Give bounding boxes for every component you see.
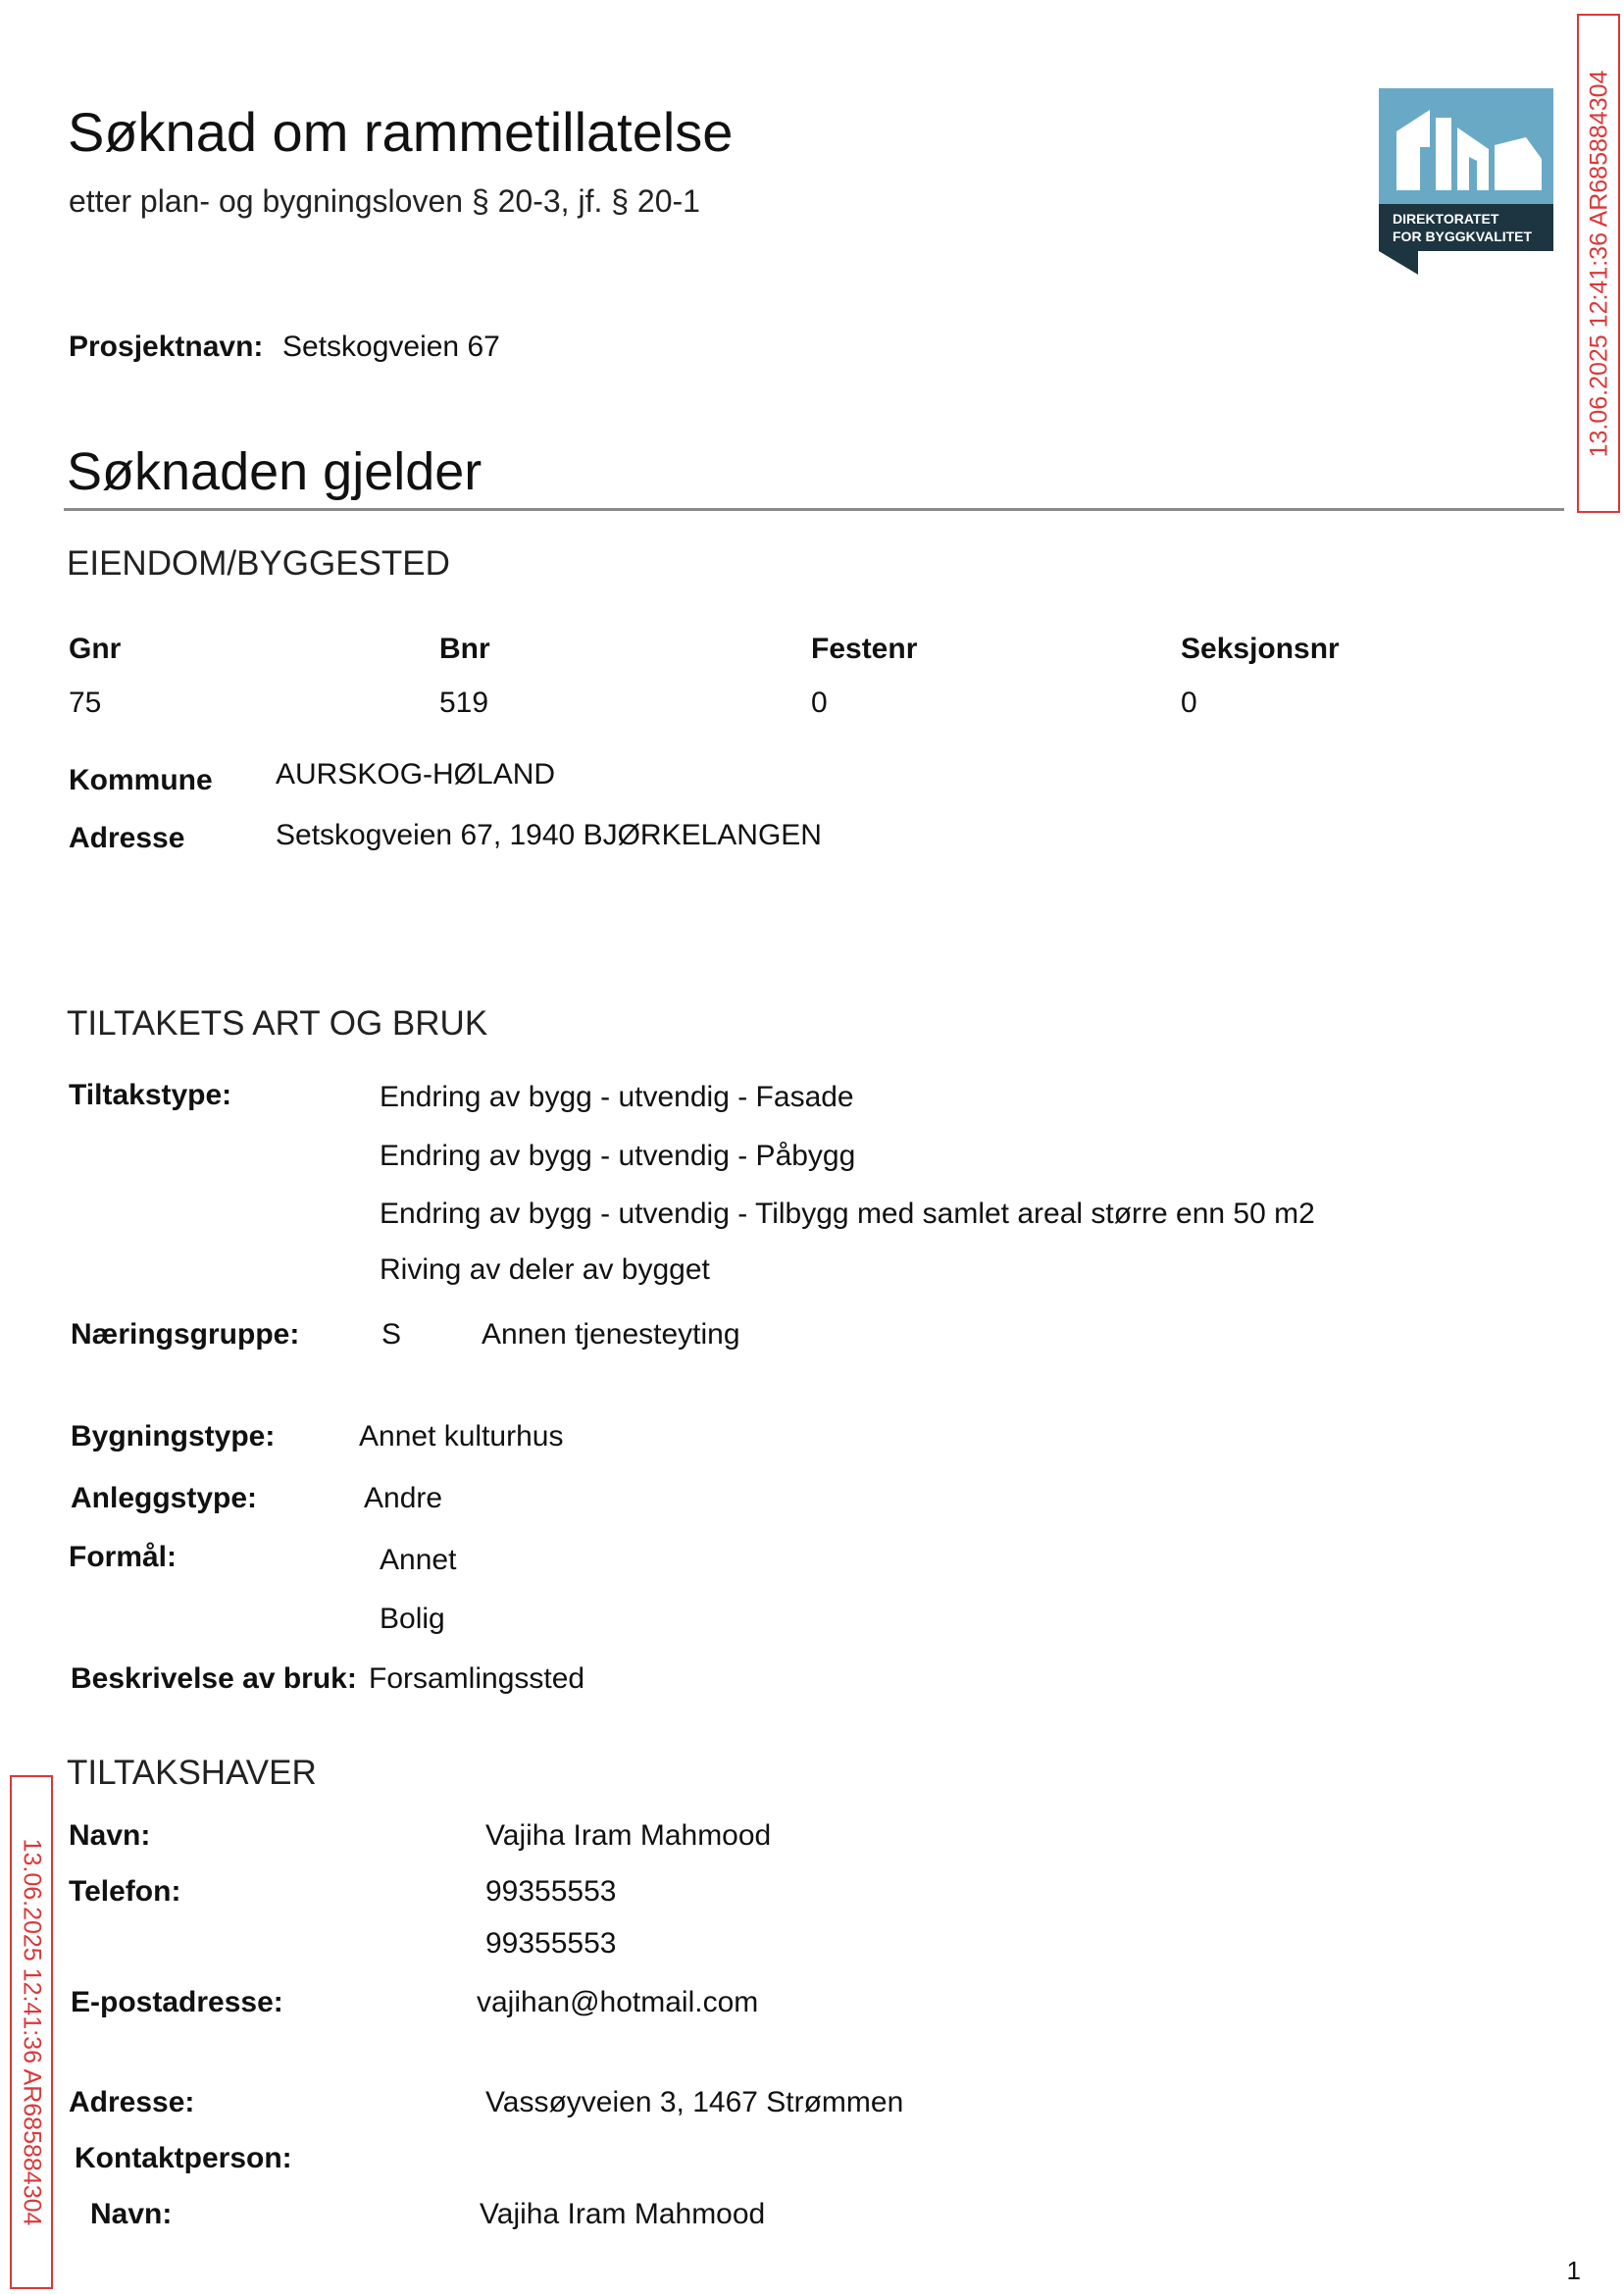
- adresse-label: Adresse: [69, 822, 185, 854]
- dibk-logo: [1379, 88, 1553, 275]
- building-logo-icon: [1379, 88, 1553, 275]
- bygningstype-value: Annet kulturhus: [359, 1420, 564, 1453]
- stamp-text: 13.06.2025 12:41:36 AR685884304: [1585, 70, 1612, 457]
- bygningstype-label: Bygningstype:: [71, 1420, 276, 1453]
- document-title: Søknad om rammetillatelse: [68, 101, 734, 163]
- navn-value: Vajiha Iram Mahmood: [485, 1819, 772, 1852]
- page-number: 1: [1566, 2256, 1581, 2285]
- tiltakstype-value: Endring av bygg - utvendig - Påbygg: [380, 1140, 856, 1172]
- tiltakstype-value: Endring av bygg - utvendig - Fasade: [380, 1081, 854, 1113]
- anleggstype-label: Anleggstype:: [71, 1482, 258, 1514]
- formaal-value: Annet: [380, 1544, 457, 1576]
- telefon-value: 99355553: [485, 1875, 617, 1908]
- naeringsgruppe-label: Næringsgruppe:: [71, 1318, 300, 1351]
- document-subtitle: etter plan- og bygningsloven § 20-3, jf. § 20-1: [69, 183, 700, 219]
- epost-label: E-postadresse:: [71, 1986, 283, 2018]
- kommune-value: AURSKOG-HØLAND: [276, 758, 556, 790]
- kontakt-navn-label: Navn:: [90, 2198, 173, 2230]
- kontaktperson-label: Kontaktperson:: [75, 2142, 292, 2174]
- seksjonsnr-label: Seksjonsnr: [1181, 633, 1340, 665]
- bruk-label: Beskrivelse av bruk:: [71, 1662, 357, 1695]
- timestamp-stamp-top: [1577, 14, 1620, 513]
- naeringsgruppe-code: S: [381, 1318, 402, 1351]
- naeringsgruppe-value: Annen tjenesteyting: [482, 1318, 740, 1351]
- gnr-value: 75: [69, 687, 102, 719]
- bruk-value: Forsamlingssted: [369, 1662, 585, 1695]
- bnr-label: Bnr: [439, 633, 490, 665]
- tiltakstype-value: Endring av bygg - utvendig - Tilbygg med samlet areal større enn 50 m2: [380, 1198, 1315, 1230]
- kommune-label: Kommune: [69, 764, 213, 796]
- property-heading: EIENDOM/BYGGESTED: [67, 544, 450, 583]
- timestamp-stamp-bottom: [10, 1775, 53, 2289]
- festenr-label: Festenr: [811, 633, 918, 665]
- seksjonsnr-value: 0: [1181, 687, 1197, 719]
- gnr-label: Gnr: [69, 633, 122, 665]
- formaal-label: Formål:: [69, 1541, 178, 1573]
- logo-text-line1: DIREKTORATET: [1393, 211, 1499, 227]
- telefon-value: 99355553: [485, 1927, 617, 1960]
- tiltak-heading: TILTAKETS ART OG BRUK: [67, 1004, 488, 1043]
- anleggstype-value: Andre: [364, 1482, 443, 1514]
- section-divider: [64, 508, 1564, 511]
- telefon-label: Telefon:: [69, 1875, 181, 1908]
- navn-label: Navn:: [69, 1819, 151, 1852]
- logo-text-line2: FOR BYGGKVALITET: [1393, 229, 1533, 244]
- tiltakshaver-adresse-value: Vassøyveien 3, 1467 Strømmen: [485, 2086, 904, 2118]
- tiltakstype-label: Tiltakstype:: [69, 1079, 232, 1111]
- festenr-value: 0: [811, 687, 828, 719]
- tiltakshaver-adresse-label: Adresse:: [69, 2086, 195, 2118]
- tiltakshaver-heading: TILTAKSHAVER: [67, 1754, 317, 1792]
- bnr-value: 519: [439, 687, 489, 719]
- epost-value: vajihan@hotmail.com: [477, 1986, 759, 2018]
- kontakt-navn-value: Vajiha Iram Mahmood: [480, 2198, 766, 2230]
- adresse-value: Setskogveien 67, 1940 BJØRKELANGEN: [276, 819, 822, 851]
- tiltakstype-value: Riving av deler av bygget: [380, 1253, 710, 1286]
- stamp-text: 13.06.2025 12:41:36 AR685884304: [18, 1838, 45, 2226]
- formaal-value: Bolig: [380, 1603, 445, 1635]
- project-name-label: Prosjektnavn:: [69, 331, 264, 363]
- section-title: Søknaden gjelder: [67, 442, 482, 501]
- project-name-value: Setskogveien 67: [282, 331, 500, 363]
